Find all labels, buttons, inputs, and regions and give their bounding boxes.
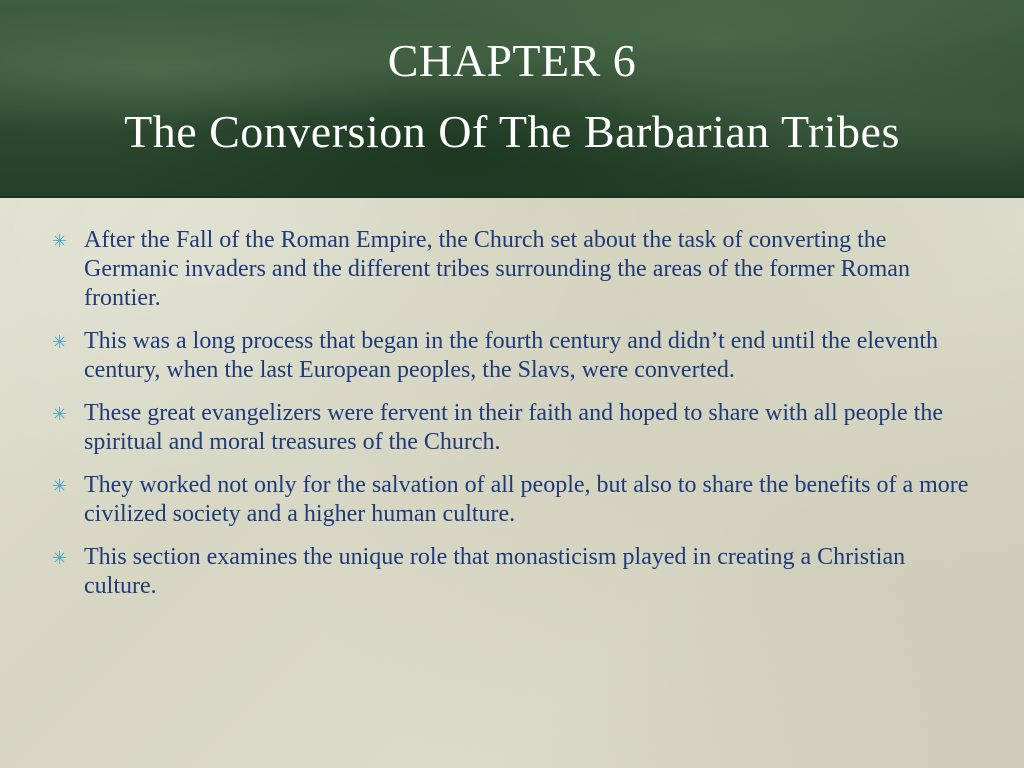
bullet-text: This section examines the unique role that monasticism played in creating a Christian culture. [84, 544, 906, 599]
asterisk-bullet-icon: ✳ [52, 231, 68, 251]
slide-title: The Conversion Of The Barbarian Tribes [124, 106, 900, 157]
asterisk-bullet-icon: ✳ [52, 332, 68, 352]
bullet-item [52, 543, 972, 601]
asterisk-bullet-icon: ✳ [52, 476, 68, 496]
bullet-text: These great evangelizers were fervent in their faith and hoped to share with all people the spiritual and moral treasures of the Church. [84, 400, 943, 455]
chapter-heading: CHAPTER 6 [387, 35, 637, 86]
title-banner [0, 0, 1024, 198]
bullet-list [52, 226, 972, 615]
bullet-item [52, 399, 972, 457]
bullet-item [52, 471, 972, 529]
bullet-item [52, 327, 972, 385]
bullet-text: After the Fall of the Roman Empire, the Church set about the task of converting the Germanic invaders and the different tribes surrounding the areas of the former Roman frontier. [84, 227, 910, 311]
bullet-item [52, 226, 972, 313]
asterisk-bullet-icon: ✳ [52, 404, 68, 424]
bullet-text: They worked not only for the salvation of all people, but also to share the benefits of a more civilized society and a higher human culture. [84, 472, 969, 527]
bullet-text: This was a long process that began in the fourth century and didn’t end until the eleventh century, when the last European peoples, the Slavs, were converted. [84, 328, 939, 383]
asterisk-bullet-icon: ✳ [52, 548, 68, 568]
